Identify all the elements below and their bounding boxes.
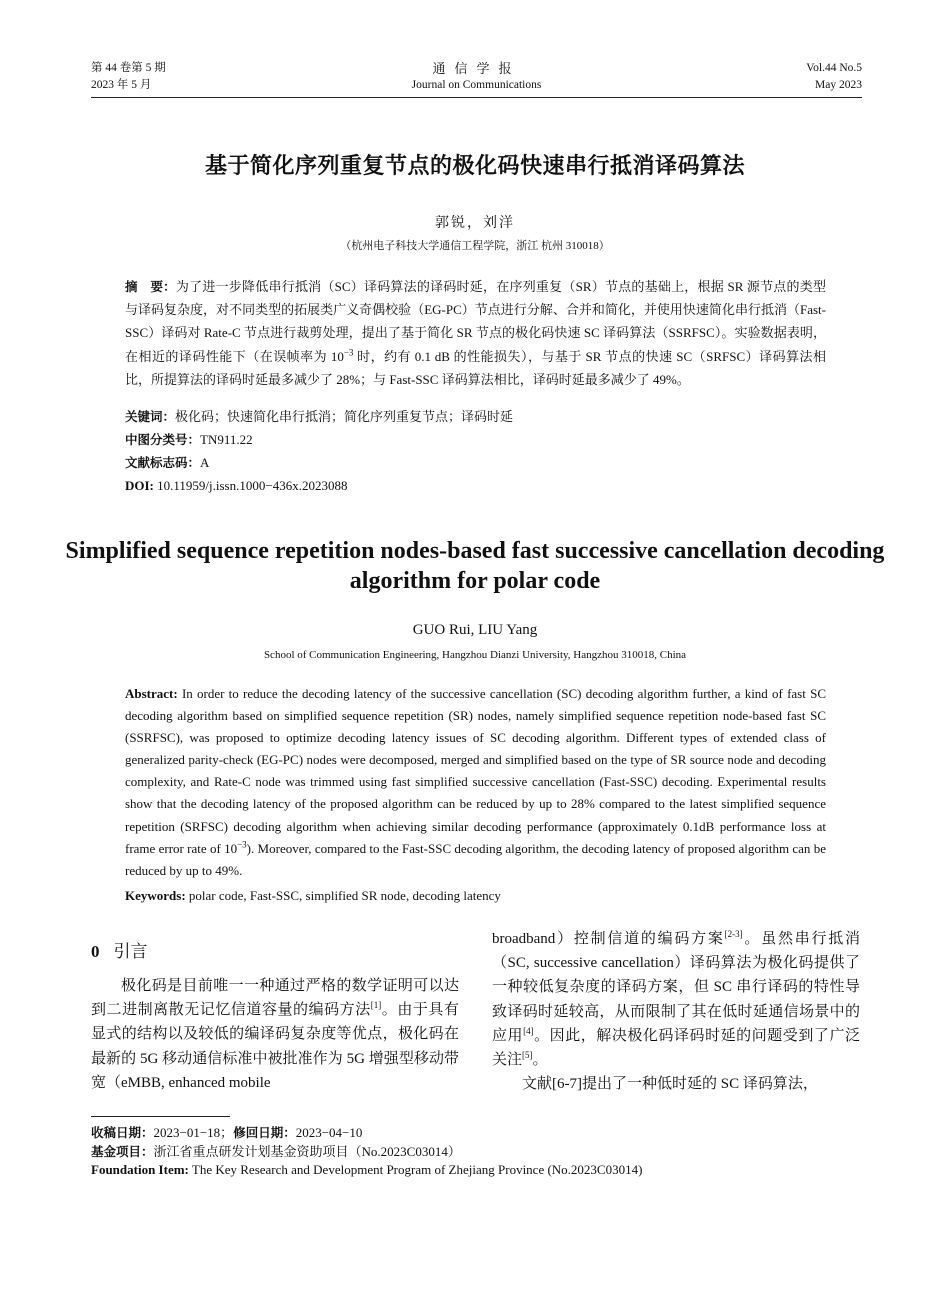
footnote-dates bbox=[91, 1124, 862, 1143]
keywords-cn-text: 极化码；快速简化串行抵消；简化序列重复节点；译码时延 bbox=[175, 409, 514, 424]
affiliation-cn: （杭州电子科技大学通信工程学院，浙江 杭州 310018） bbox=[340, 240, 610, 252]
intro-p1-e: 。因此，解决极化码译码时延的问题受到了广泛关注 bbox=[492, 1027, 860, 1069]
intro-p1-a: 极化码是目前唯一一种通过严格的数学证明可以达到二进制离散无记忆信道容量的编码方法 bbox=[91, 978, 459, 1019]
received-label: 收稿日期： bbox=[91, 1125, 154, 1140]
affiliation-en: School of Communication Engineering, Hangzhou Dianzi University, Hangzhou 310018, China bbox=[263, 649, 687, 661]
doc-code-text: A bbox=[200, 455, 210, 470]
citation-ref[interactable]: [2-3] bbox=[724, 929, 743, 939]
clc-text: TN911.22 bbox=[200, 432, 253, 447]
doi bbox=[125, 475, 826, 497]
fund-en-text: The Key Research and Development Program of Zhejiang Province (No.2023C03014) bbox=[188, 1162, 643, 1177]
intro-p1-d: 。虽然串行抵消（SC, successive cancellation）译码算法为极化码提供了一种较低复杂度的译码方案，但 SC 串行译码的特性导致译码时延较高，从而限制了其在低时延通信场景中的应用 bbox=[492, 931, 860, 1044]
journal-name-en: Journal on Communications bbox=[411, 79, 542, 91]
authors-cn: 郭锐，刘洋 bbox=[435, 216, 515, 231]
intro-paragraph-1 bbox=[91, 974, 459, 1095]
document-code bbox=[125, 452, 826, 474]
revised-date: 2023−04−10 bbox=[295, 1125, 363, 1140]
section-heading bbox=[91, 938, 459, 966]
abstract-cn-label: 摘 要： bbox=[125, 279, 176, 294]
footnotes bbox=[91, 1124, 862, 1180]
doi-label: DOI: bbox=[125, 478, 154, 493]
paper-title-cn: 基于简化序列重复节点的极化码快速串行抵消译码算法 bbox=[204, 154, 745, 179]
abstract-cn bbox=[125, 275, 826, 391]
citation-ref[interactable]: [5] bbox=[522, 1050, 533, 1061]
doi-link[interactable]: 10.11959/j.issn.1000−436x.2023088 bbox=[153, 478, 348, 493]
journal-name-cn: 通信学报 bbox=[432, 61, 521, 76]
header-date-cn: 2023 年 5 月 bbox=[91, 79, 152, 91]
abstract-en-text1: In order to reduce the decoding latency of the successive cancellation (SC) decoding algorithm further, a kind of fast SC decoding algorithm based on simplified sequence repetition (SR) nodes, namely simplified sequence repetition node-based fast SC (SSRFSC), was proposed to optimize decoding latency issues of SC decoding algorithm. Different types of extended class of generalized parity-check (EG-PC) nodes were decomposed, merged and simplified based on the type of SR source node and decoding complexity, and Rate-C node was trimmed using fast simplified successive cancellation (Fast-SSC) decoding. Experimental results show that the decoding latency of the proposed algorithm can be reduced by up to 28% compared to the latest simplified sequence repetition (SRFSC) decoding algorithm when achieving similar decoding performance (approximately 0.1dB performance loss at frame error rate of 10 bbox=[125, 686, 826, 856]
keywords-en-label: Keywords: bbox=[125, 888, 186, 903]
keywords-en bbox=[125, 885, 826, 907]
abstract-en-label: Abstract: bbox=[125, 686, 178, 701]
body-column-right bbox=[492, 927, 860, 1096]
intro-paragraph-1-cont bbox=[492, 927, 860, 1072]
footnote-divider bbox=[91, 1116, 230, 1117]
footnote-fund-cn bbox=[91, 1143, 862, 1162]
body-column-left bbox=[91, 938, 459, 1095]
header-date-en: May 2023 bbox=[815, 79, 862, 91]
received-date: 2023−01−18； bbox=[153, 1125, 234, 1140]
keywords-cn-label: 关键词： bbox=[125, 409, 176, 424]
fund-en-label: Foundation Item: bbox=[91, 1162, 189, 1177]
footnote-fund-en bbox=[91, 1161, 862, 1180]
fund-text: 浙江省重点研发计划基金资助项目（No.2023C03014） bbox=[153, 1143, 461, 1159]
paper-title-en: Simplified sequence repetition nodes-based fast successive cancellation decoding algorithm for polar code bbox=[65, 538, 885, 594]
section-number: 0 bbox=[91, 942, 100, 961]
running-header bbox=[91, 60, 862, 98]
abstract-en-text2: ). Moreover, compared to the Fast-SSC decoding algorithm, the decoding latency of proposed algorithm can be reduced by up to 49%. bbox=[125, 840, 826, 878]
header-volume-issue: 第 44 卷第 5 期 bbox=[91, 62, 166, 74]
intro-p1-c: broadband）控制信道的编码方案 bbox=[492, 931, 725, 947]
section-title: 引言 bbox=[113, 942, 148, 962]
citation-ref[interactable]: [4] bbox=[523, 1025, 534, 1036]
abstract-cn-text1: 为了进一步降低串行抵消（SC）译码算法的译码时延，在序列重复（SR）节点的基础上，根据 SR 源节点的类型与译码复杂度，对不同类型的拓展类广义奇偶校验（EG-PC）节点进行分解、合并和简化，并使用快速简化串行抵消（Fast-SSC）译码对 Rate-C 节点进行裁剪处理，提出了基于简化 SR 节点的极化码快速 SC 译码算法（SSRFSC）。实验数据表明，在相近的译码性能下（在误帧率为 10 bbox=[125, 279, 826, 364]
fund-label: 基金项目： bbox=[91, 1143, 154, 1159]
intro-p1-b: 。由于具有显式的结构以及较低的编译码复杂度等优点，极化码在最新的 5G 移动通信标准中被批准作为 5G 增强型移动带宽（eMBB, enhanced mobile bbox=[91, 1002, 459, 1091]
header-journal bbox=[91, 60, 862, 94]
abstract-cn-text2: 时，约有 0.1 dB 的性能损失），与基于 SR 节点的快速 SC（SRFSC）译码算法相比，所提算法的译码时延最多减少了 28%；与 Fast-SSC 译码算法相比，译码时延最多减少了 49%。 bbox=[125, 348, 826, 387]
revised-label: 修回日期： bbox=[233, 1125, 296, 1140]
intro-p1-f: 。 bbox=[532, 1052, 548, 1069]
abstract-en-sup: −3 bbox=[237, 839, 247, 850]
intro-paragraph-2: 文献[6-7]提出了一种低时延的 SC 译码算法， bbox=[522, 1076, 818, 1093]
header-volume-no: Vol.44 No.5 bbox=[806, 62, 862, 74]
header-vol-en bbox=[806, 60, 862, 94]
abstract-en bbox=[125, 683, 826, 882]
clc-number bbox=[125, 429, 826, 451]
authors-en: GUO Rui, LIU Yang bbox=[412, 622, 538, 638]
citation-ref[interactable]: [1] bbox=[370, 1000, 382, 1011]
clc-label: 中图分类号： bbox=[125, 432, 201, 447]
doc-code-label: 文献标志码： bbox=[125, 455, 201, 470]
keywords-en-text: polar code, Fast-SSC, simplified SR node, decoding latency bbox=[185, 888, 501, 903]
abstract-cn-sup: −3 bbox=[343, 347, 354, 358]
keywords-cn bbox=[125, 406, 826, 428]
